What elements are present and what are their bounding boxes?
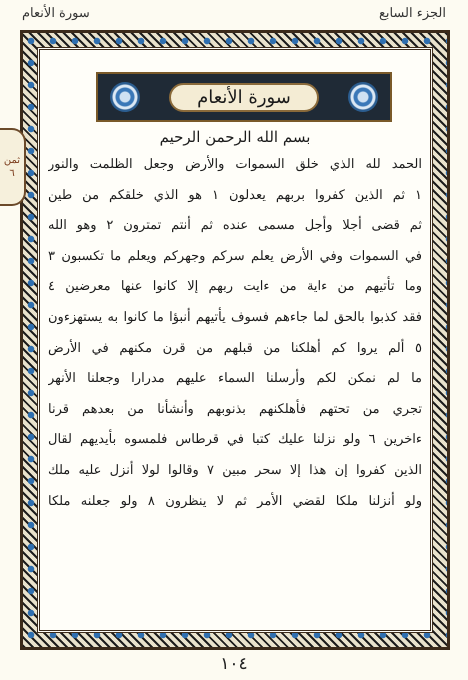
running-head-surah: سورة الأنعام [22, 6, 90, 21]
page-number: ١٠٤ [220, 654, 248, 674]
running-head-juz: الجزء السابع [378, 6, 446, 21]
rosette-ornament-icon [348, 82, 378, 112]
rosette-ornament-icon [110, 82, 140, 112]
hizb-marker-tab [0, 128, 26, 206]
verse-line: فقد كذبوا بالحق لما جاءهم فسوف يأتيهم أنبؤا ما كانوا به يستهزءون [48, 309, 422, 325]
verse-line: ١ ثم الذين كفروا بربهم يعدلون ١ هو الذي خلقكم من طين [48, 187, 422, 203]
hizb-marker-number: ٦ [9, 168, 15, 179]
verse-line: ثم قضى أجلا وأجل مسمى عنده ثم أنتم تمترون ٢ وهو الله [48, 218, 422, 234]
hizb-marker-label: ثمن [3, 155, 21, 166]
ornamental-frame [20, 30, 450, 650]
verse-line: ٥ ألم يروا كم أهلكنا من قبلهم من قرن مكنهم في الأرض [48, 340, 422, 356]
verse-lines [48, 150, 422, 517]
surah-title-panel [96, 72, 392, 122]
verse-line: الذين كفروا إن هذا إلا سحر مبين ٧ وقالوا لولا أنزل عليه ملك [48, 462, 422, 478]
verse-line: في السموات وفي الأرض يعلم سركم وجهركم ويعلم ما تكسبون ٣ [48, 248, 422, 264]
text-area [37, 47, 433, 633]
verse-line: الحمد لله الذي خلق السموات والأرض وجعل الظلمت والنور [48, 157, 422, 172]
verse-line: ءاخرين ٦ ولو نزلنا عليك كتبا في قرطاس فلمسوه بأيديهم لقال [48, 432, 422, 448]
verse-line: تجري من تحتهم فأهلكنهم بذنوبهم وأنشأنا من بعدهم قرنا [48, 401, 422, 417]
verse-line: وما تأتيهم من ءاية من ءايت ربهم إلا كانوا عنها معرضين ٤ [48, 279, 422, 295]
verse-line: ما لم نمكن لكم وأرسلنا السماء عليهم مدرارا وجعلنا الأنهر [48, 371, 422, 387]
verse-line: ولو أنزلنا ملكا لقضي الأمر ثم لا ينظرون ٨ ولو جعلنه ملكا [48, 493, 422, 509]
basmala: بسم الله الرحمن الرحيم [159, 128, 311, 146]
surah-title: سورة الأنعام [169, 83, 319, 112]
